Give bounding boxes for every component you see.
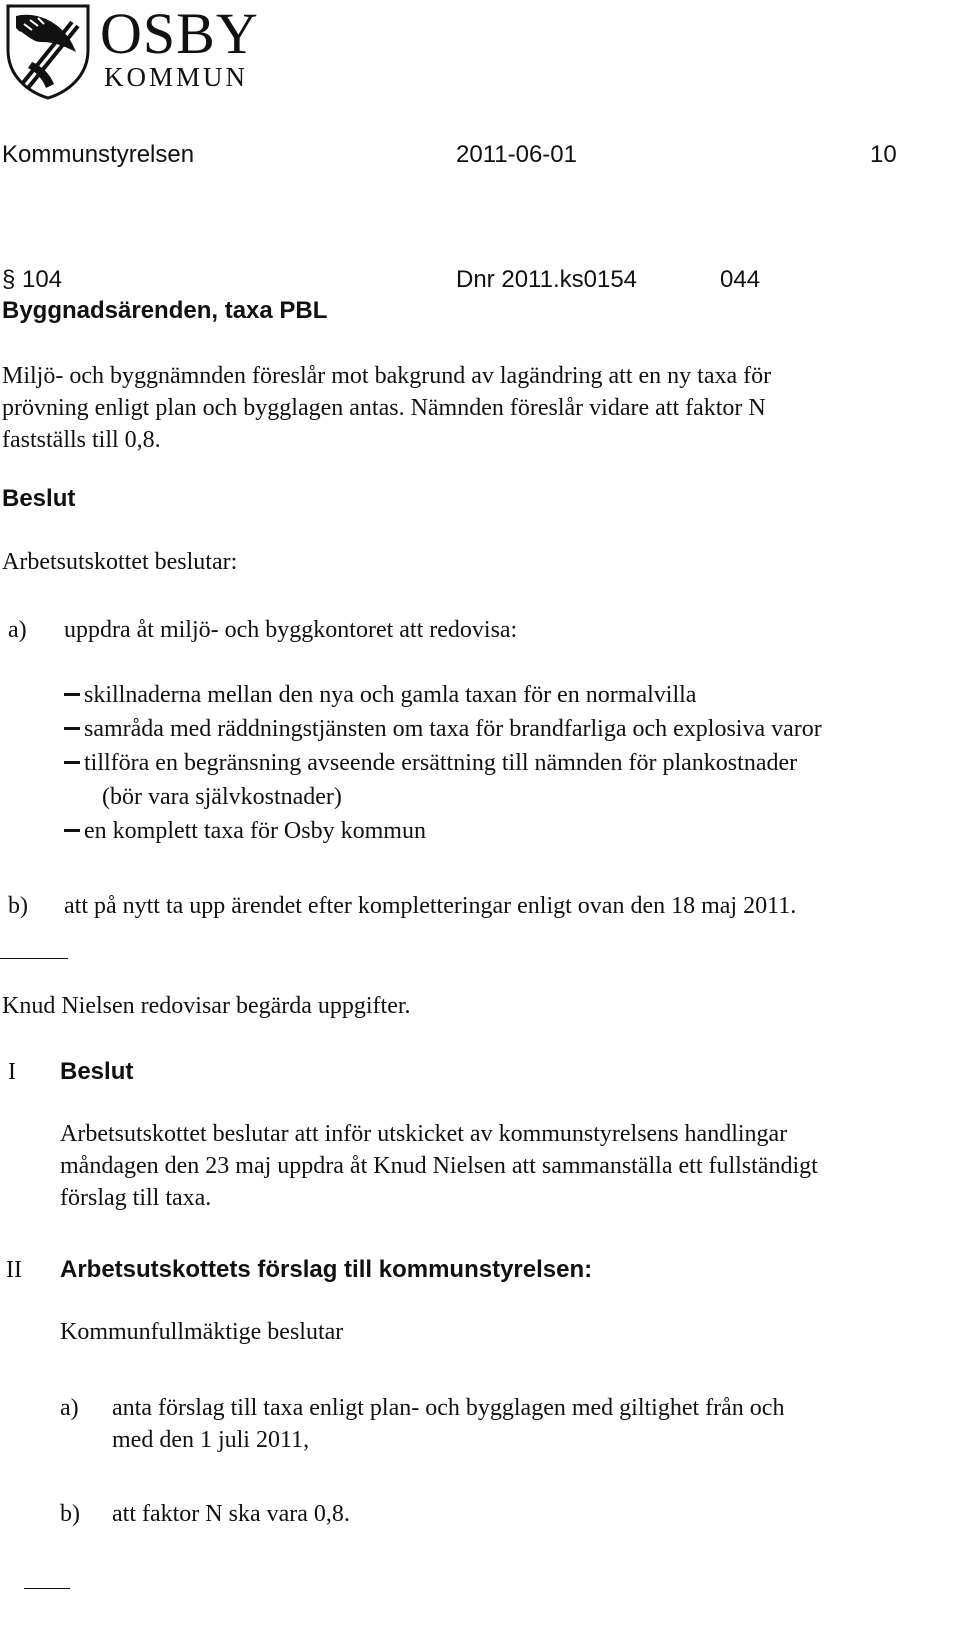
header-date: 2011-06-01 bbox=[456, 141, 577, 168]
proposal-a-marker: a) bbox=[60, 1395, 79, 1421]
osby-logo bbox=[0, 0, 280, 100]
part-one-paragraph: Arbetsutskottet beslutar att inför utskicket av kommunstyrelsens handlingar måndagen den 23 maj uppdra åt Knud Nielsen att sammanställa ett fullständigt förslag till taxa. bbox=[60, 1121, 818, 1211]
coat-of-arms-icon bbox=[2, 2, 94, 100]
part-one-heading: Beslut bbox=[60, 1058, 134, 1085]
item-a-marker: a) bbox=[8, 617, 27, 643]
list-item: tillföra en begränsning avseende ersättning till nämnden för plankostnader bbox=[64, 746, 944, 780]
proposal-a-text: anta förslag till taxa enligt plan- och bygglagen med giltighet från och med den 1 juli 2011, bbox=[112, 1395, 785, 1453]
divider bbox=[24, 1588, 70, 1589]
list-item: samråda med räddningstjänsten om taxa för brandfarliga och explosiva varor bbox=[64, 712, 944, 746]
divider bbox=[0, 958, 68, 959]
case-title: Byggnadsärenden, taxa PBL bbox=[2, 297, 328, 324]
logo-name: OSBY bbox=[100, 1, 259, 66]
dash-icon bbox=[64, 727, 80, 730]
intro-line: fastställs till 0,8. bbox=[2, 427, 161, 453]
dash-icon bbox=[64, 761, 80, 764]
bullet-list bbox=[64, 678, 944, 848]
list-item-continuation: (bör vara självkostnader) bbox=[102, 784, 342, 810]
list-item: skillnaderna mellan den nya och gamla taxan för en normalvilla bbox=[64, 678, 944, 712]
proposal-b-marker: b) bbox=[60, 1501, 80, 1527]
part-two-heading: Arbetsutskottets förslag till kommunstyrelsen: bbox=[60, 1256, 593, 1283]
part-one-numeral: I bbox=[8, 1059, 16, 1085]
section-number: § 104 bbox=[2, 266, 63, 293]
dash-icon bbox=[64, 693, 80, 696]
diary-number: Dnr 2011.ks0154 bbox=[456, 266, 638, 293]
list-item: en komplett taxa för Osby kommun bbox=[64, 814, 944, 848]
decision-heading: Beslut bbox=[2, 485, 76, 512]
item-a-text: uppdra åt miljö- och byggkontoret att redovisa: bbox=[64, 617, 518, 643]
header-body: Kommunstyrelsen bbox=[2, 141, 195, 168]
report-line: Knud Nielsen redovisar begärda uppgifter. bbox=[2, 993, 411, 1019]
part-two-numeral: II bbox=[6, 1257, 22, 1283]
case-code: 044 bbox=[720, 266, 761, 293]
dash-icon bbox=[64, 829, 80, 832]
decision-lead: Arbetsutskottet beslutar: bbox=[2, 549, 238, 575]
logo-subname: KOMMUN bbox=[104, 62, 249, 92]
intro-line: Miljö- och byggnämnden föreslår mot bakgrund av lagändring att en ny taxa för bbox=[2, 363, 772, 389]
part-two-lead: Kommunfullmäktige beslutar bbox=[60, 1319, 344, 1345]
intro-paragraph bbox=[2, 360, 952, 456]
header-page-number: 10 bbox=[870, 141, 897, 168]
item-b-marker: b) bbox=[8, 893, 28, 919]
proposal-b-text: att faktor N ska vara 0,8. bbox=[112, 1501, 350, 1527]
intro-line: prövning enligt plan och bygglagen antas. Nämnden föreslår vidare att faktor N bbox=[2, 395, 766, 421]
item-b-text: att på nytt ta upp ärendet efter kompletteringar enligt ovan den 18 maj 2011. bbox=[64, 893, 797, 919]
